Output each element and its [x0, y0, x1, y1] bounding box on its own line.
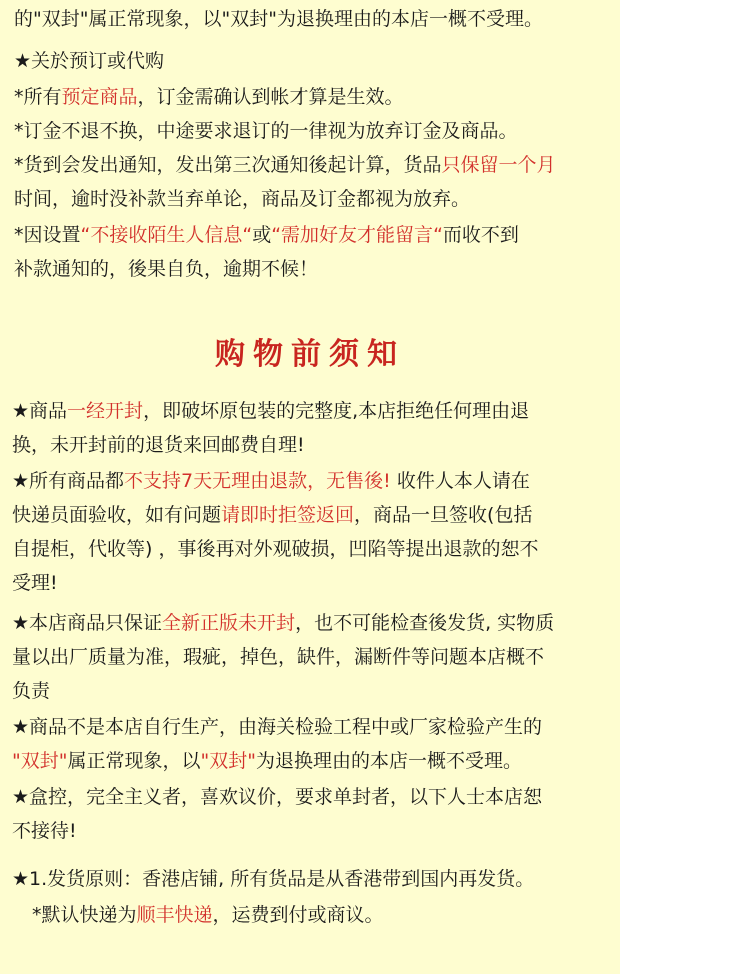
highlight-text: "双封" [12, 750, 68, 772]
text-segment: ，订金需确认到帐才算是生效。 [137, 86, 404, 108]
text-line [14, 152, 556, 178]
text-segment: 受理! [12, 572, 58, 594]
text-segment: *默认快递为 [32, 904, 137, 926]
text-segment: 自提柜，代收等) ，事後再对外观破损，凹陷等提出退款的恕不 [12, 538, 539, 560]
page-title: 购物前须知 [215, 337, 405, 372]
text-segment: ★所有商品都 [12, 470, 125, 492]
text-line [12, 398, 529, 424]
text-segment: 或 [252, 224, 272, 246]
text-segment: ★盒控，完全主义者，喜欢议价，要求单封者，以下人士本店恕 [12, 786, 543, 808]
text-line [12, 678, 50, 704]
text-line [14, 256, 318, 282]
highlight-text: 请即时拒签返回 [221, 504, 355, 526]
text-segment: 快递员面验收，如有问题 [12, 504, 222, 526]
text-line [14, 84, 404, 110]
text-segment: *所有 [14, 86, 62, 108]
text-line [14, 118, 518, 144]
text-line [12, 570, 58, 596]
text-line [12, 784, 542, 810]
highlight-text: “需加好友才能留言“ [271, 224, 443, 246]
text-segment: ★1.发货原则：香港店铺, 所有货品是从香港带到国内再发货。 [12, 868, 535, 890]
highlight-text: 预定商品 [61, 86, 138, 108]
text-segment: *订金不退不换，中途要求退订的一律视为放弃订金及商品。 [14, 120, 518, 142]
text-segment: 补款通知的，後果自负，逾期不候！ [14, 258, 319, 280]
text-segment: ，商品一旦签收(包括 [354, 504, 533, 526]
text-segment: ，运费到付或商议。 [212, 904, 384, 926]
highlight-text: "双封" [200, 750, 256, 772]
text-segment: 不接待! [12, 820, 77, 842]
text-segment: ★商品 [12, 400, 68, 422]
text-segment: *因设置 [14, 224, 81, 246]
shipping-principle [12, 866, 534, 892]
text-segment: 换，未开封前的退货来回邮费自理! [12, 434, 305, 456]
text-segment: 的"双封"属正常现象，以"双封"为退换理由的本店一概不受理。 [14, 8, 543, 30]
text-segment: ，也不可能检查後发货, 实物质 [295, 612, 555, 634]
highlight-text: 只保留一个月 [441, 154, 556, 176]
text-segment: ★本店商品只保证 [12, 612, 163, 634]
highlight-text: “不接收陌生人信息“ [80, 224, 253, 246]
text-segment: ，即破坏原包装的完整度,本店拒绝任何理由退 [143, 400, 530, 422]
text-line [14, 222, 519, 248]
text-segment: ★关於预订或代购 [14, 50, 165, 72]
text-segment: 时间，逾时没补款当弃单论，商品及订金都视为放弃。 [14, 188, 471, 210]
highlight-text: 一经开封 [67, 400, 144, 422]
text-segment: 为退换理由的本店一概不受理。 [255, 750, 522, 772]
text-line [12, 502, 532, 528]
text-line [14, 186, 470, 212]
text-line [12, 468, 530, 494]
text-line [12, 610, 554, 636]
text-segment: ★商品不是本店自行生产，由海关检验工程中或厂家检验产生的 [12, 716, 543, 738]
text-line [12, 644, 544, 670]
text-segment: 量以出厂质量为准，瑕疵，掉色，缺件，漏断件等问题本店概不 [12, 646, 545, 668]
text-line [12, 818, 77, 844]
text-line [14, 6, 543, 32]
highlight-text: 顺丰快递 [136, 904, 213, 926]
text-segment: 负责 [12, 680, 51, 702]
text-line [12, 536, 538, 562]
default-courier-note [32, 902, 384, 928]
highlight-text: 不支持7天无理由退款，无售後! [124, 470, 391, 492]
text-segment: 而收不到 [442, 224, 519, 246]
highlight-text: 全新正版未开封 [162, 612, 296, 634]
text-segment: 收件人本人请在 [396, 470, 530, 492]
text-line [12, 714, 542, 740]
text-segment: *货到会发出通知，发出第三次通知後起计算，货品 [14, 154, 442, 176]
text-line [12, 748, 522, 774]
subheading-preorder [14, 48, 164, 74]
text-segment: 属正常现象，以 [67, 750, 201, 772]
text-line [12, 432, 305, 458]
